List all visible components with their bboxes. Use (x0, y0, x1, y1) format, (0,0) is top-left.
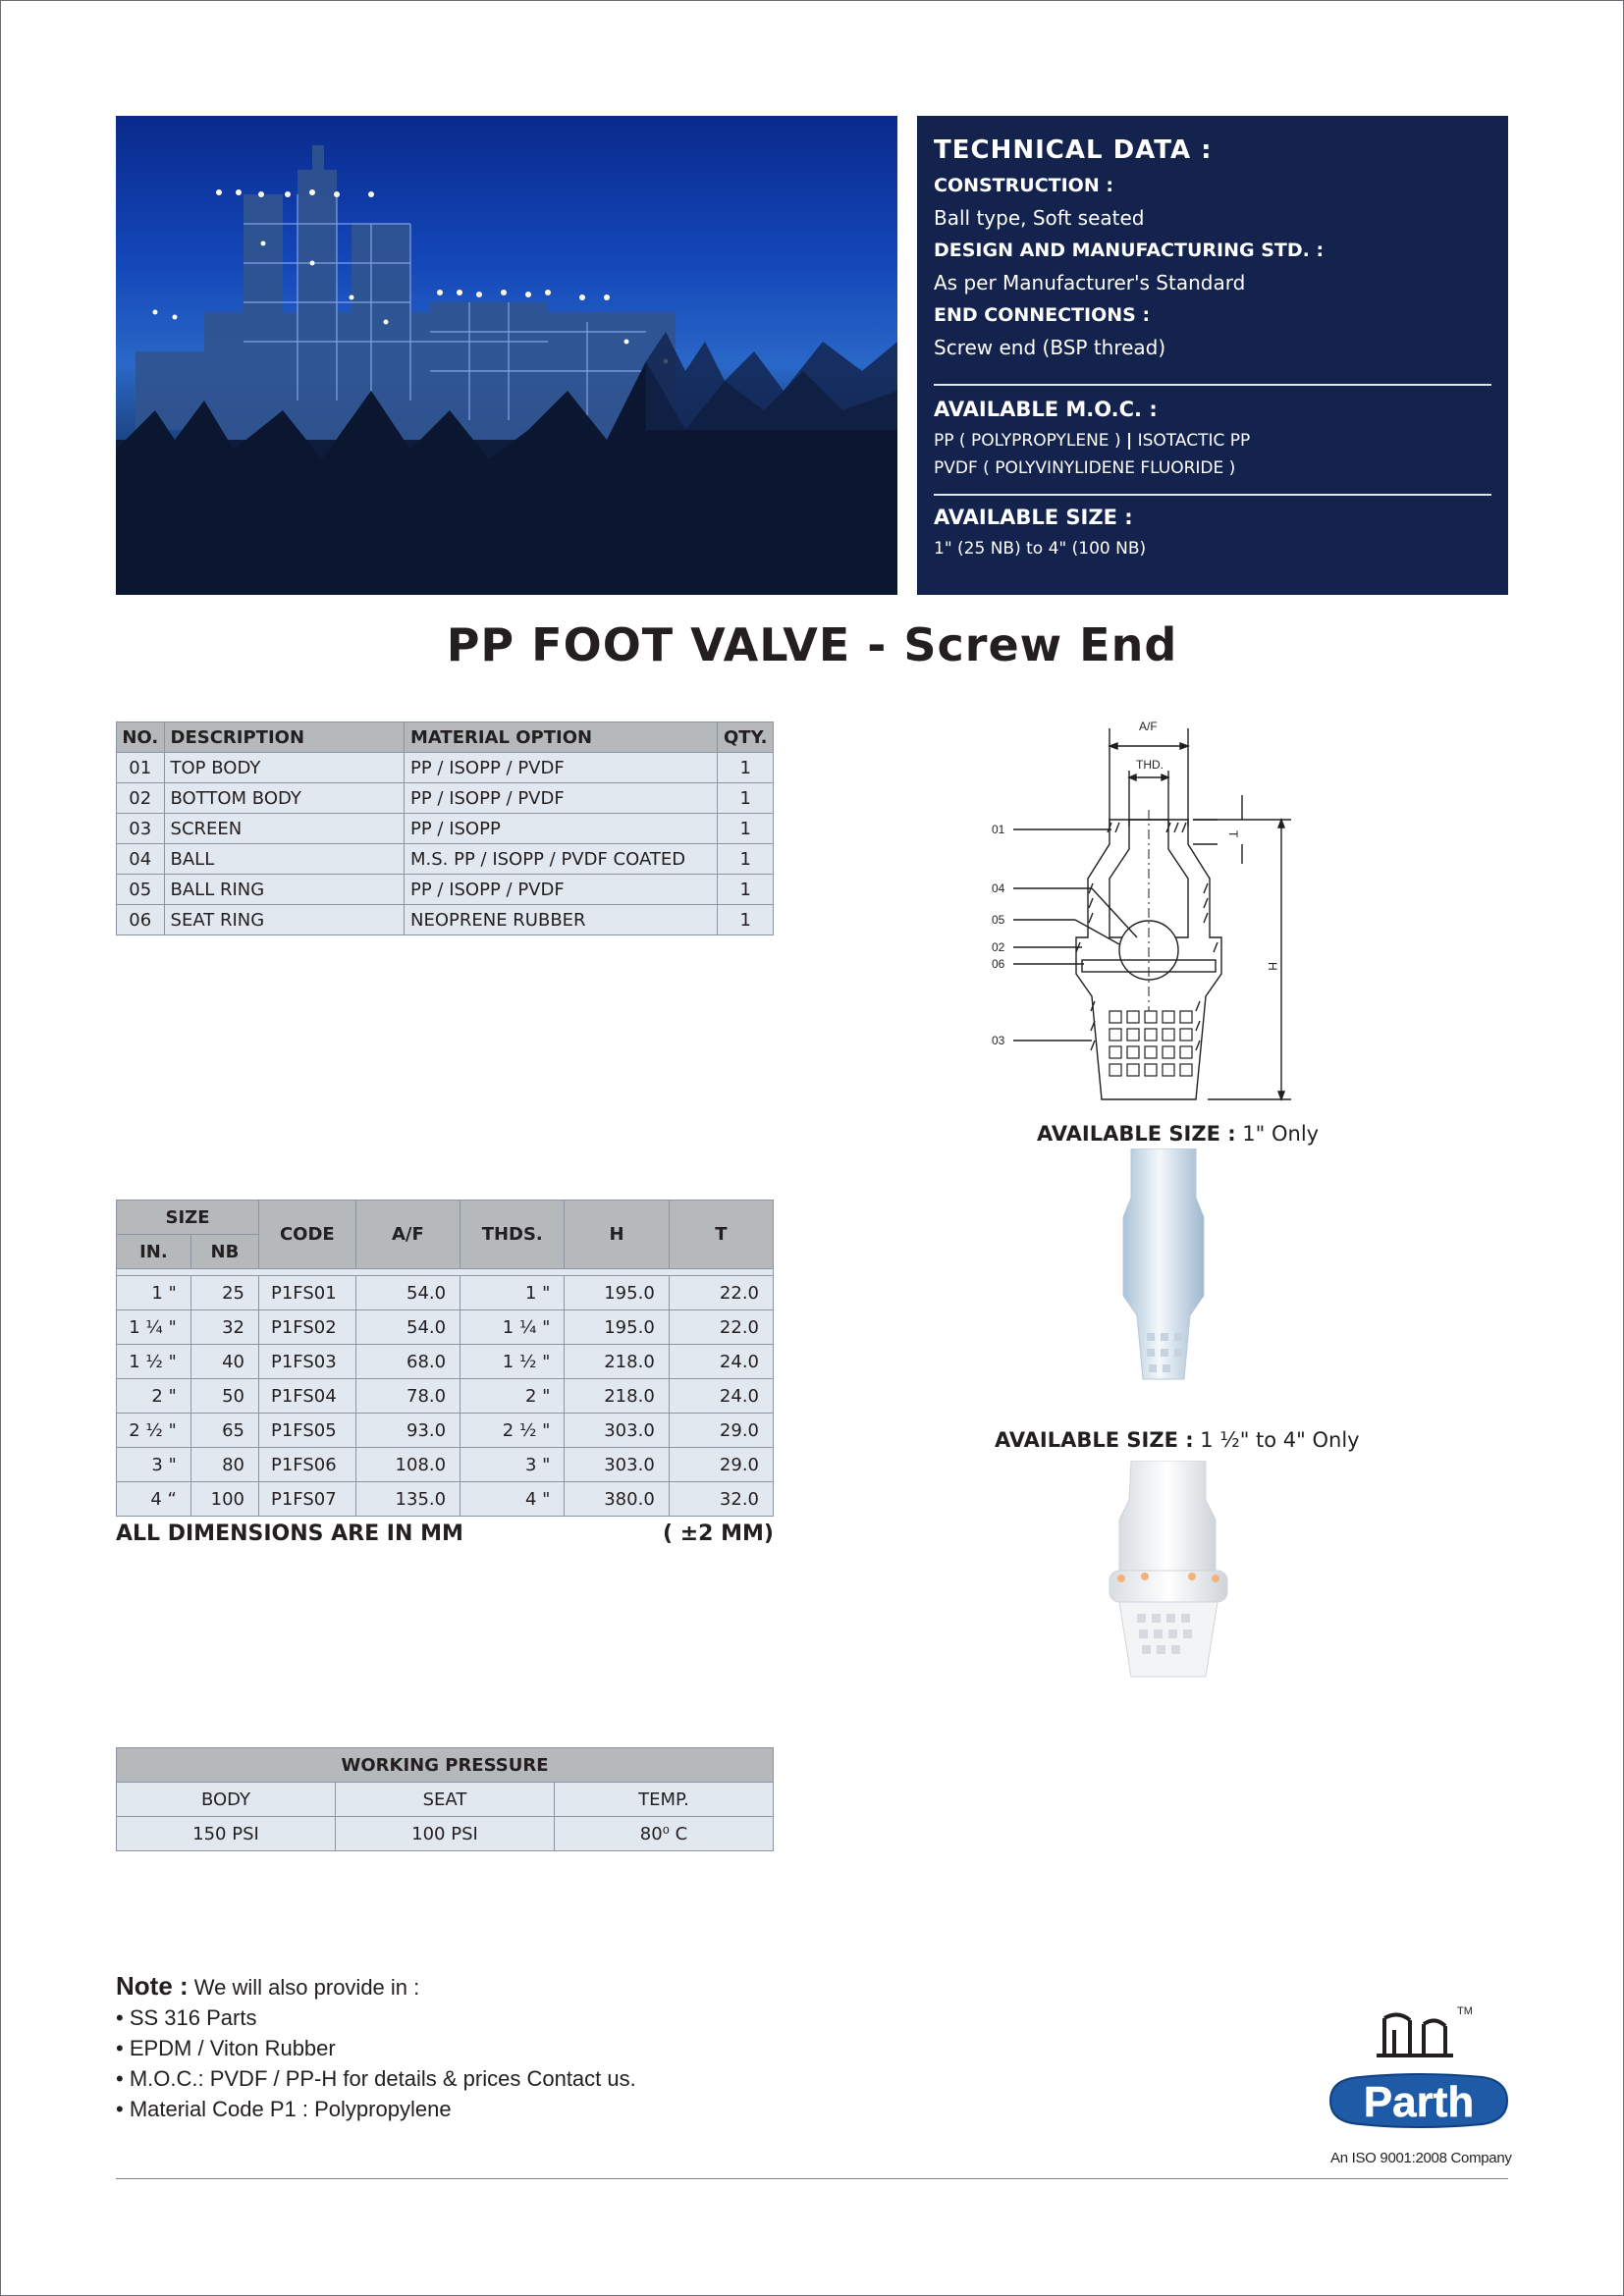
table-cell: 04 (117, 844, 165, 875)
technical-data-title: TECHNICAL DATA : (934, 135, 1213, 165)
table-cell: P1FS05 (259, 1414, 356, 1448)
table-row (117, 875, 774, 905)
diagram-label-t: T (1226, 830, 1240, 838)
table-row (117, 753, 774, 783)
table-row (117, 1783, 774, 1817)
valve-product-image-small (1110, 1148, 1218, 1384)
table-cell: 1 (718, 844, 774, 875)
table-cell: 195.0 (565, 1310, 669, 1345)
dimensions-note (116, 1522, 774, 1546)
table-cell: 4 " (460, 1482, 565, 1517)
table-cell: P1FS07 (259, 1482, 356, 1517)
diagram-part-label: 01 (992, 823, 1005, 836)
note-section (116, 1971, 636, 2124)
moc-line-1 (934, 427, 1491, 454)
table-header-row (117, 722, 774, 753)
table-cell: 2 " (117, 1379, 191, 1414)
table-row (117, 1448, 774, 1482)
note-item: • EPDM / Viton Rubber (116, 2036, 336, 2060)
table-row (117, 1379, 774, 1414)
table-cell: 1 (718, 814, 774, 844)
table-cell: 24.0 (669, 1379, 773, 1414)
table-cell: 54.0 (355, 1276, 460, 1310)
table-cell: 03 (117, 814, 165, 844)
table-cell: 1 (718, 905, 774, 935)
diagram-part-label: 06 (992, 957, 1005, 971)
table-cell: 3 " (460, 1448, 565, 1482)
divider (934, 384, 1491, 386)
end-connections-label: END CONNECTIONS : (934, 304, 1151, 326)
table-row (117, 1414, 774, 1448)
moc-line-2: PVDF ( POLYVINYLIDENE FLUORIDE ) (934, 458, 1236, 478)
table-cell: 24.0 (669, 1345, 773, 1379)
table-cell: 2 ½ " (460, 1414, 565, 1448)
diagram-label-af: A/F (1139, 720, 1158, 733)
available-size-caption-value: 1 ½" to 4" Only (1193, 1428, 1360, 1452)
table-cell: PP / ISOPP / PVDF (404, 753, 718, 783)
table-cell: 25 (190, 1276, 258, 1310)
table-cell: 29.0 (669, 1414, 773, 1448)
table-cell: 93.0 (355, 1414, 460, 1448)
table-cell: 150 PSI (117, 1817, 336, 1851)
diagram-part-label: 03 (992, 1034, 1005, 1047)
technical-data-panel (917, 116, 1508, 595)
column-header: H (565, 1201, 669, 1269)
table-cell: 380.0 (565, 1482, 669, 1517)
available-size-caption (995, 1428, 1360, 1452)
available-size-caption-label: AVAILABLE SIZE : (995, 1428, 1194, 1452)
table-row (117, 1817, 774, 1851)
table-cell: 05 (117, 875, 165, 905)
table-cell: TOP BODY (164, 753, 404, 783)
table-cell: 108.0 (355, 1448, 460, 1482)
table-cell: 2 " (460, 1379, 565, 1414)
column-header: IN. (117, 1235, 191, 1269)
table-header-row (117, 1748, 774, 1783)
valve-product-image-large (1100, 1461, 1237, 1682)
plant-photo (116, 116, 897, 595)
table-cell: 2 ½ " (117, 1414, 191, 1448)
table-cell: M.S. PP / ISOPP / PVDF COATED (404, 844, 718, 875)
available-size-label: AVAILABLE SIZE : (934, 506, 1133, 529)
table-cell: BALL (164, 844, 404, 875)
design-label: DESIGN AND MANUFACTURING STD. : (934, 240, 1325, 261)
moc-separator: | (1126, 431, 1133, 451)
moc-label: AVAILABLE M.O.C. : (934, 398, 1158, 421)
column-header: QTY. (718, 722, 774, 753)
spacer-cell (117, 1269, 774, 1276)
table-cell: 32 (190, 1310, 258, 1345)
note-item: • M.O.C.: PVDF / PP-H for details & prices Contact us. (116, 2066, 636, 2091)
table-cell: 32.0 (669, 1482, 773, 1517)
table-cell: 1 (718, 875, 774, 905)
table-cell: BOTTOM BODY (164, 783, 404, 814)
table-cell: 1 (718, 753, 774, 783)
table-cell: 1 ¼ " (460, 1310, 565, 1345)
moc-pp: PP ( POLYPROPYLENE ) (934, 431, 1121, 451)
construction-label: CONSTRUCTION : (934, 175, 1113, 196)
table-cell: 80⁰ C (554, 1817, 773, 1851)
note-title: Note : (116, 1971, 189, 2001)
table-cell: 1 ¼ " (117, 1310, 191, 1345)
dimensions-table (116, 1200, 774, 1517)
table-cell: 303.0 (565, 1448, 669, 1482)
column-header: DESCRIPTION (164, 722, 404, 753)
table-header-row (117, 1201, 774, 1235)
column-header: T (669, 1201, 773, 1269)
table-cell: 22.0 (669, 1310, 773, 1345)
brand-name: Parth (1363, 2078, 1475, 2126)
column-header: MATERIAL OPTION (404, 722, 718, 753)
table-cell: 135.0 (355, 1482, 460, 1517)
table-row (117, 1482, 774, 1517)
end-connections-value: Screw end (BSP thread) (934, 336, 1166, 359)
construction-value: Ball type, Soft seated (934, 206, 1145, 230)
table-cell: SEAT RING (164, 905, 404, 935)
table-cell: PP / ISOPP / PVDF (404, 783, 718, 814)
table-title: WORKING PRESSURE (117, 1748, 774, 1783)
table-row (117, 1345, 774, 1379)
table-cell: 100 PSI (336, 1817, 555, 1851)
column-header: NO. (117, 722, 165, 753)
divider (934, 494, 1491, 496)
diagram-part-label: 02 (992, 940, 1005, 954)
table-row (117, 783, 774, 814)
parts-table (116, 721, 774, 935)
table-cell: 3 " (117, 1448, 191, 1482)
column-header: THDS. (460, 1201, 565, 1269)
table-cell: 40 (190, 1345, 258, 1379)
table-row (117, 814, 774, 844)
table-cell: 100 (190, 1482, 258, 1517)
table-cell: SEAT (336, 1783, 555, 1817)
table-cell: 80 (190, 1448, 258, 1482)
page-title: PP FOOT VALVE - Screw End (446, 618, 1178, 671)
table-cell: P1FS02 (259, 1310, 356, 1345)
available-size-value: 1" (25 NB) to 4" (100 NB) (934, 539, 1147, 559)
table-cell: BALL RING (164, 875, 404, 905)
table-cell: 218.0 (565, 1379, 669, 1414)
available-size-caption-label: AVAILABLE SIZE : (1037, 1122, 1236, 1146)
table-cell: NEOPRENE RUBBER (404, 905, 718, 935)
note-heading (116, 1971, 636, 2002)
working-pressure-table (116, 1747, 774, 1851)
table-cell: 54.0 (355, 1310, 460, 1345)
note-intro: We will also provide in : (188, 1975, 420, 2000)
column-header: NB (190, 1235, 258, 1269)
table-row (117, 1276, 774, 1310)
diagram-part-label: 05 (992, 913, 1005, 927)
table-cell: P1FS04 (259, 1379, 356, 1414)
design-value: As per Manufacturer's Standard (934, 271, 1246, 294)
column-header: SIZE (117, 1201, 259, 1235)
table-cell: TEMP. (554, 1783, 773, 1817)
dimensions-unit-note: ALL DIMENSIONS ARE IN MM (116, 1522, 463, 1546)
table-cell: 1 ½ " (117, 1345, 191, 1379)
table-cell: 303.0 (565, 1414, 669, 1448)
table-cell: 1 " (117, 1276, 191, 1310)
table-cell: P1FS03 (259, 1345, 356, 1379)
table-cell: 218.0 (565, 1345, 669, 1379)
table-cell: 4 “ (117, 1482, 191, 1517)
table-row (117, 844, 774, 875)
table-cell: 68.0 (355, 1345, 460, 1379)
diagram-part-label: 04 (992, 881, 1005, 895)
table-cell: 195.0 (565, 1276, 669, 1310)
table-cell: P1FS06 (259, 1448, 356, 1482)
table-cell: 1 " (460, 1276, 565, 1310)
column-header: A/F (355, 1201, 460, 1269)
diagram-label-thd: THD. (1136, 758, 1164, 772)
iso-certification: An ISO 9001:2008 Company (1330, 2150, 1512, 2166)
note-item: • SS 316 Parts (116, 2005, 257, 2030)
table-cell: PP / ISOPP / PVDF (404, 875, 718, 905)
table-cell: 06 (117, 905, 165, 935)
table-cell: SCREEN (164, 814, 404, 844)
table-cell: 29.0 (669, 1448, 773, 1482)
available-size-caption (1037, 1122, 1319, 1146)
table-cell: 02 (117, 783, 165, 814)
table-row (117, 1310, 774, 1345)
moc-isopp: ISOTACTIC PP (1137, 431, 1251, 451)
dimensions-tolerance: ( ±2 MM) (663, 1522, 774, 1546)
available-size-caption-value: 1" Only (1235, 1122, 1320, 1146)
trademark-symbol: TM (1457, 2005, 1473, 2017)
table-row (117, 905, 774, 935)
table-cell: 1 ½ " (460, 1345, 565, 1379)
valve-cross-section-diagram (982, 717, 1316, 1109)
table-cell: 65 (190, 1414, 258, 1448)
table-cell: 1 (718, 783, 774, 814)
table-cell: 78.0 (355, 1379, 460, 1414)
table-cell: 50 (190, 1379, 258, 1414)
diagram-label-h: H (1266, 962, 1279, 971)
table-cell: 22.0 (669, 1276, 773, 1310)
table-cell: BODY (117, 1783, 336, 1817)
footer-divider (116, 2178, 1508, 2179)
table-cell: PP / ISOPP (404, 814, 718, 844)
spacer-row (117, 1269, 774, 1276)
parth-logo (1326, 2001, 1512, 2148)
column-header: CODE (259, 1201, 356, 1269)
note-item: • Material Code P1 : Polypropylene (116, 2097, 452, 2121)
table-cell: P1FS01 (259, 1276, 356, 1310)
table-cell: 01 (117, 753, 165, 783)
